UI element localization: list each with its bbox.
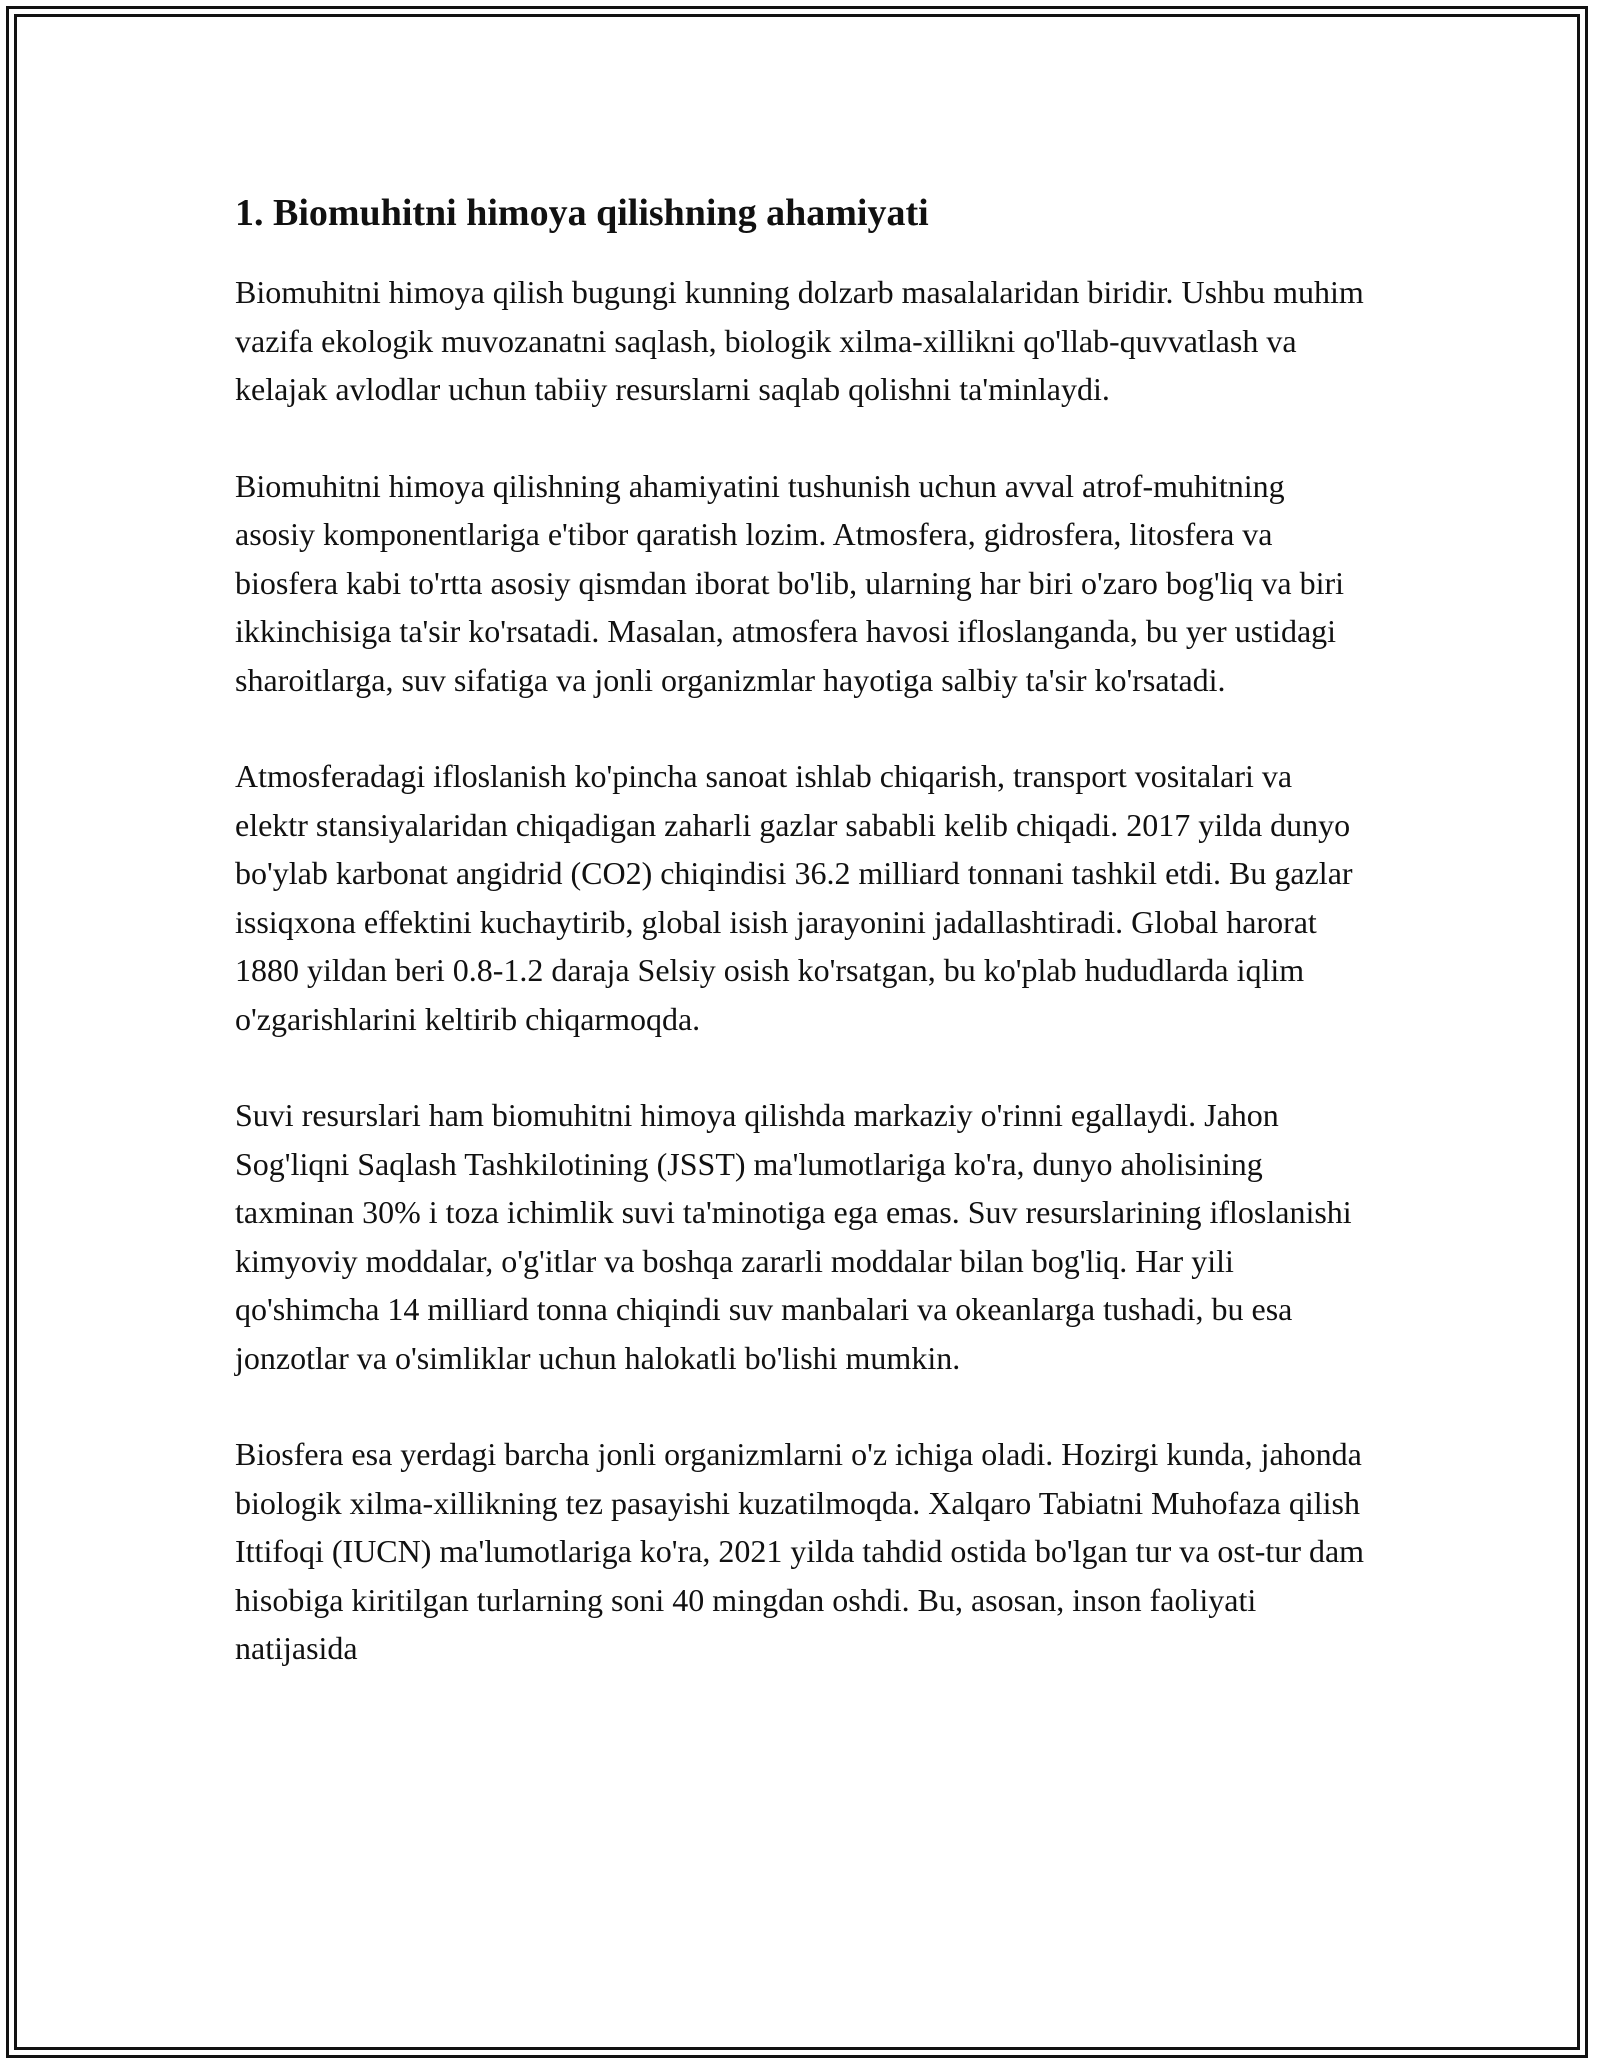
section-heading: 1. Biomuhitni himoya qilishning ahamiyati — [235, 192, 929, 234]
document-body — [235, 186, 1365, 1721]
paragraph-2: Biomuhitni himoya qilishning ahamiyatini tushunish uchun avval atrof-muhitning asosiy komponentlariga e'tibor qaratish lozim. Atmosfera, gidrosfera, litosfera va biosfera kabi to'rtta asosiy qismdan iborat bo'lib, ularning har biri o'zaro bog'liq va biri ikkinchisiga ta'sir ko'rsatadi. Masalan, atmosfera havosi ifloslanganda, bu yer ustidagi sharoitlarga, suv sifatiga va jonli organizmlar hayotiga salbiy ta'sir ko'rsatadi. — [235, 467, 1345, 698]
paragraph-4: Suvi resurslari ham biomuhitni himoya qilishda markaziy o'rinni egallaydi. Jahon Sog'liqni Saqlash Tashkilotining (JSST) ma'lumotlariga ko'ra, dunyo aholisining taxminan 30% i toza ichimlik suvi ta'minotiga ega emas. Suv resurslarining ifloslanishi kimyoviy moddalar, o'g'itlar va boshqa zararli moddalar bilan bog'liq. Har yili qo'shimcha 14 milliard tonna chiqindi suv manbalari va okeanlarga tushadi, bu esa jonzotlar va o'simliklar uchun halokatli bo'lishi mumkin. — [235, 1097, 1352, 1376]
paragraph-3: Atmosferadagi ifloslanish ko'pincha sanoat ishlab chiqarish, transport vositalari va elektr stansiyalaridan chiqadigan zaharli gazlar sababli kelib chiqadi. 2017 yilda dunyo bo'ylab karbonat angidrid (CO2) chiqindisi 36.2 milliard tonnani tashkil etdi. Bu gazlar issiqxona effektini kuchaytirib, global isish jarayonini jadallashtiradi. Global harorat 1880 yildan beri 0.8-1.2 daraja Selsiy osish ko'rsatgan, bu ko'plab hududlarda iqlim o'zgarishlarini keltirib chiqarmoqda. — [235, 758, 1353, 1037]
paragraph-1: Biomuhitni himoya qilish bugungi kunning dolzarb masalalaridan biridir. Ushbu muhim vazifa ekologik muvozanatni saqlash, biologik xilma-xillikni qo'llab-quvvatlash va kelajak avlodlar uchun tabiiy resurslarni saqlab qolishni ta'minlaydi. — [235, 274, 1364, 407]
paragraph-5: Biosfera esa yerdagi barcha jonli organizmlarni o'z ichiga oladi. Hozirgi kunda, jahonda biologik xilma-xillikning tez pasayishi kuzatilmoqda. Xalqaro Tabiatni Muhofaza qilish Ittifoqi (IUCN) ma'lumotlariga ko'ra, 2021 yilda tahdid ostida bo'lgan tur va ost-tur dam hisobiga kiritilgan turlarning soni 40 mingdan oshdi. Bu, asosan, inson faoliyati natijasida — [235, 1436, 1365, 1666]
